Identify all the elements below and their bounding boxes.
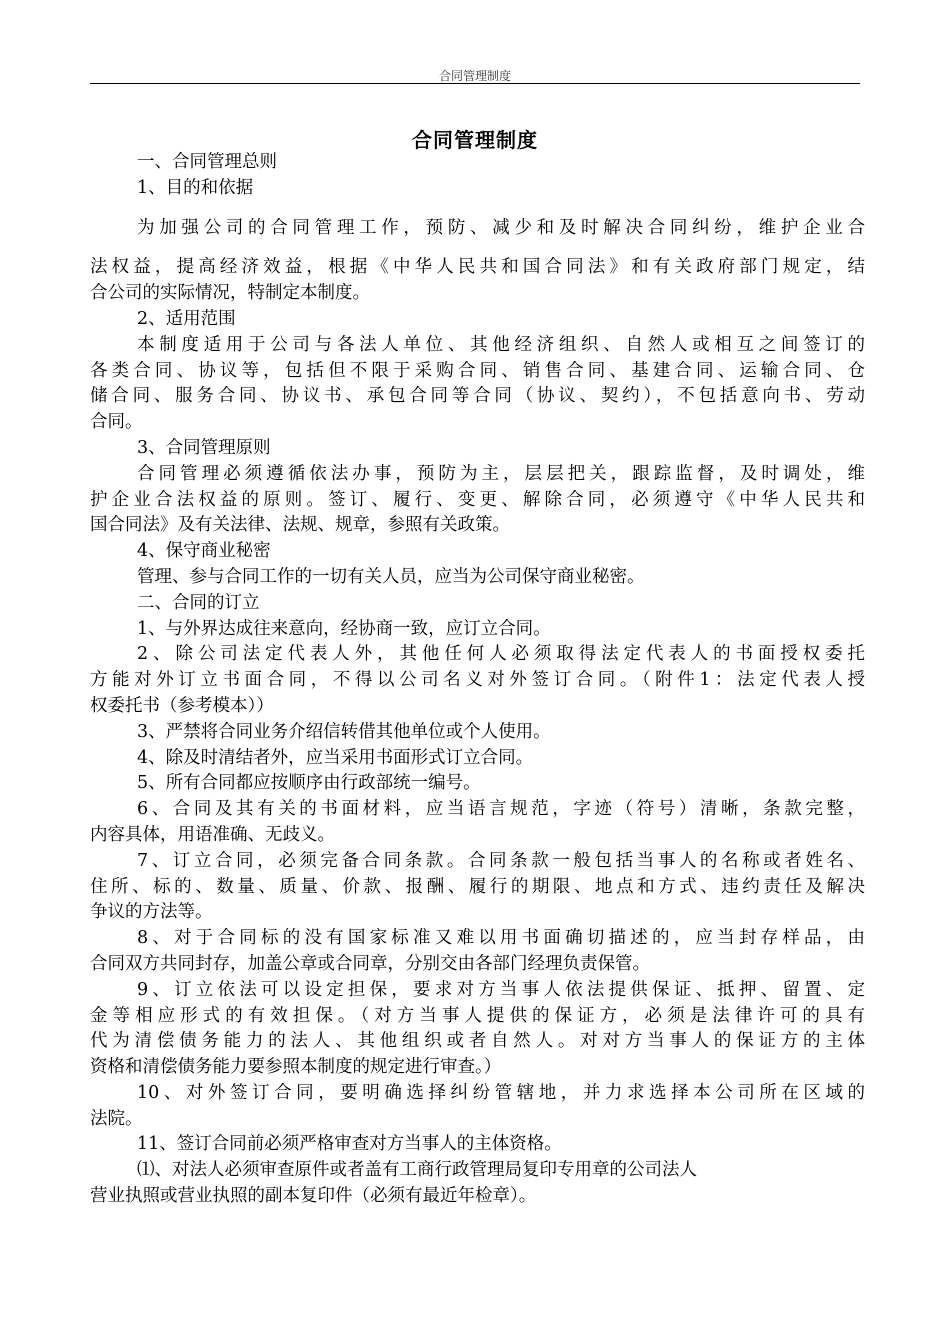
paragraph-line: 营业执照或营业执照的副本复印件（必须有最近年检章）。: [90, 1186, 537, 1207]
subsection-heading: 1、目的和依据: [137, 177, 254, 198]
paragraph-line: 7、订立合同，必须完备合同条款。合同条款一般包括当事人的名称或者姓名、: [137, 850, 865, 871]
paragraph-line: 为加强公司的合同管理工作，预防、减少和及时解决合同纠纷，维护企业合: [137, 217, 865, 238]
paragraph-line: 争议的方法等。: [90, 902, 213, 923]
document-body: [90, 150, 865, 1210]
paragraph-line: 10、对外签订合同，要明确选择纠纷管辖地，并力求选择本公司所在区域的: [137, 1082, 865, 1103]
paragraph-line: 住所、标的、数量、质量、价款、报酬、履行的期限、地点和方式、违约责任及解决: [90, 876, 865, 897]
subsection-heading: 4、保守商业秘密: [137, 541, 271, 562]
document-title: 合同管理制度: [412, 128, 538, 152]
paragraph-line: 3、严禁将合同业务介绍信转借其他单位或个人使用。: [137, 721, 551, 742]
paragraph-line: 合同管理必须遵循依法办事，预防为主，层层把关，跟踪监督，及时调处，维: [137, 463, 865, 484]
paragraph-line: 法院。: [90, 1108, 143, 1129]
paragraph-line: 代为清偿债务能力的法人、其他组织或者自然人。对对方当事人的保证方的主体: [90, 1031, 865, 1052]
paragraph-line: 金等相应形式的有效担保。（对方当事人提供的保证方，必须是法律许可的具有: [90, 1005, 865, 1026]
paragraph-line: 护企业合法权益的原则。签订、履行、变更、解除合同，必须遵守《中华人民共和: [90, 489, 865, 510]
paragraph-line: 2、除公司法定代表人外，其他任何人必须取得法定代表人的书面授权委托: [137, 644, 865, 665]
paragraph-line: 8、对于合同标的没有国家标准又难以用书面确切描述的，应当封存样品，由: [137, 928, 865, 949]
paragraph-line: 9、订立依法可以设定担保，要求对方当事人依法提供保证、抵押、留置、定: [137, 979, 865, 1000]
paragraph-line: 法权益，提高经济效益，根据《中华人民共和国合同法》和有关政府部门规定，结: [90, 257, 865, 278]
paragraph-line: 储合同、服务合同、协议书、承包合同等合同（协议、契约），不包括意向书、劳动: [90, 386, 865, 407]
paragraph-line: 国合同法》及有关法律、法规、规章，参照有关政策。: [90, 515, 510, 536]
paragraph-line: 1、与外界达成往来意向，经协商一致，应订立合同。: [137, 618, 551, 639]
section-heading: 二、合同的订立: [137, 592, 260, 613]
paragraph-line: 内容具体，用语准确、无歧义。: [90, 824, 335, 845]
paragraph-line: 11、签订合同前必须严格审查对方当事人的主体资格。: [137, 1134, 562, 1155]
paragraph-line: ⑴、对法人必须审查原件或者盖有工商行政管理局复印专用章的公司法人: [137, 1160, 697, 1181]
paragraph-line: 资格和清偿债务能力要参照本制度的规定进行审查。）: [90, 1057, 502, 1078]
paragraph-line: 方能对外订立书面合同，不得以公司名义对外签订合同。（附件1：法定代表人授: [90, 670, 865, 691]
paragraph-line: 4、除及时清结者外，应当采用书面形式订立合同。: [137, 747, 534, 768]
paragraph-line: 管理、参与合同工作的一切有关人员，应当为公司保守商业秘密。: [137, 566, 645, 587]
paragraph-line: 合公司的实际情况，特制定本制度。: [90, 283, 370, 304]
paragraph-line: 本制度适用于公司与各法人单位、其他经济组织、自然人或相互之间签订的: [137, 334, 865, 355]
section-heading: 一、合同管理总则: [137, 152, 277, 172]
paragraph-line: 各类合同、协议等，包括但不限于采购合同、销售合同、基建合同、运输合同、仓: [90, 360, 865, 381]
running-header: 合同管理制度: [438, 69, 511, 83]
paragraph-line: 合同。: [90, 412, 143, 433]
paragraph-line: 5、所有合同都应按顺序由行政部统一编号。: [137, 773, 481, 794]
paragraph-line: 6、合同及其有关的书面材料，应当语言规范，字迹（符号）清晰，条款完整，: [137, 799, 865, 820]
paragraph-line: 合同双方共同封存，加盖公章或合同章，分别交由各部门经理负责保管。: [90, 953, 650, 974]
subsection-heading: 3、合同管理原则: [137, 437, 271, 458]
subsection-heading: 2、适用范围: [137, 308, 236, 329]
paragraph-line: 权委托书（参考模本））: [90, 695, 274, 716]
header-rule: [90, 83, 860, 84]
